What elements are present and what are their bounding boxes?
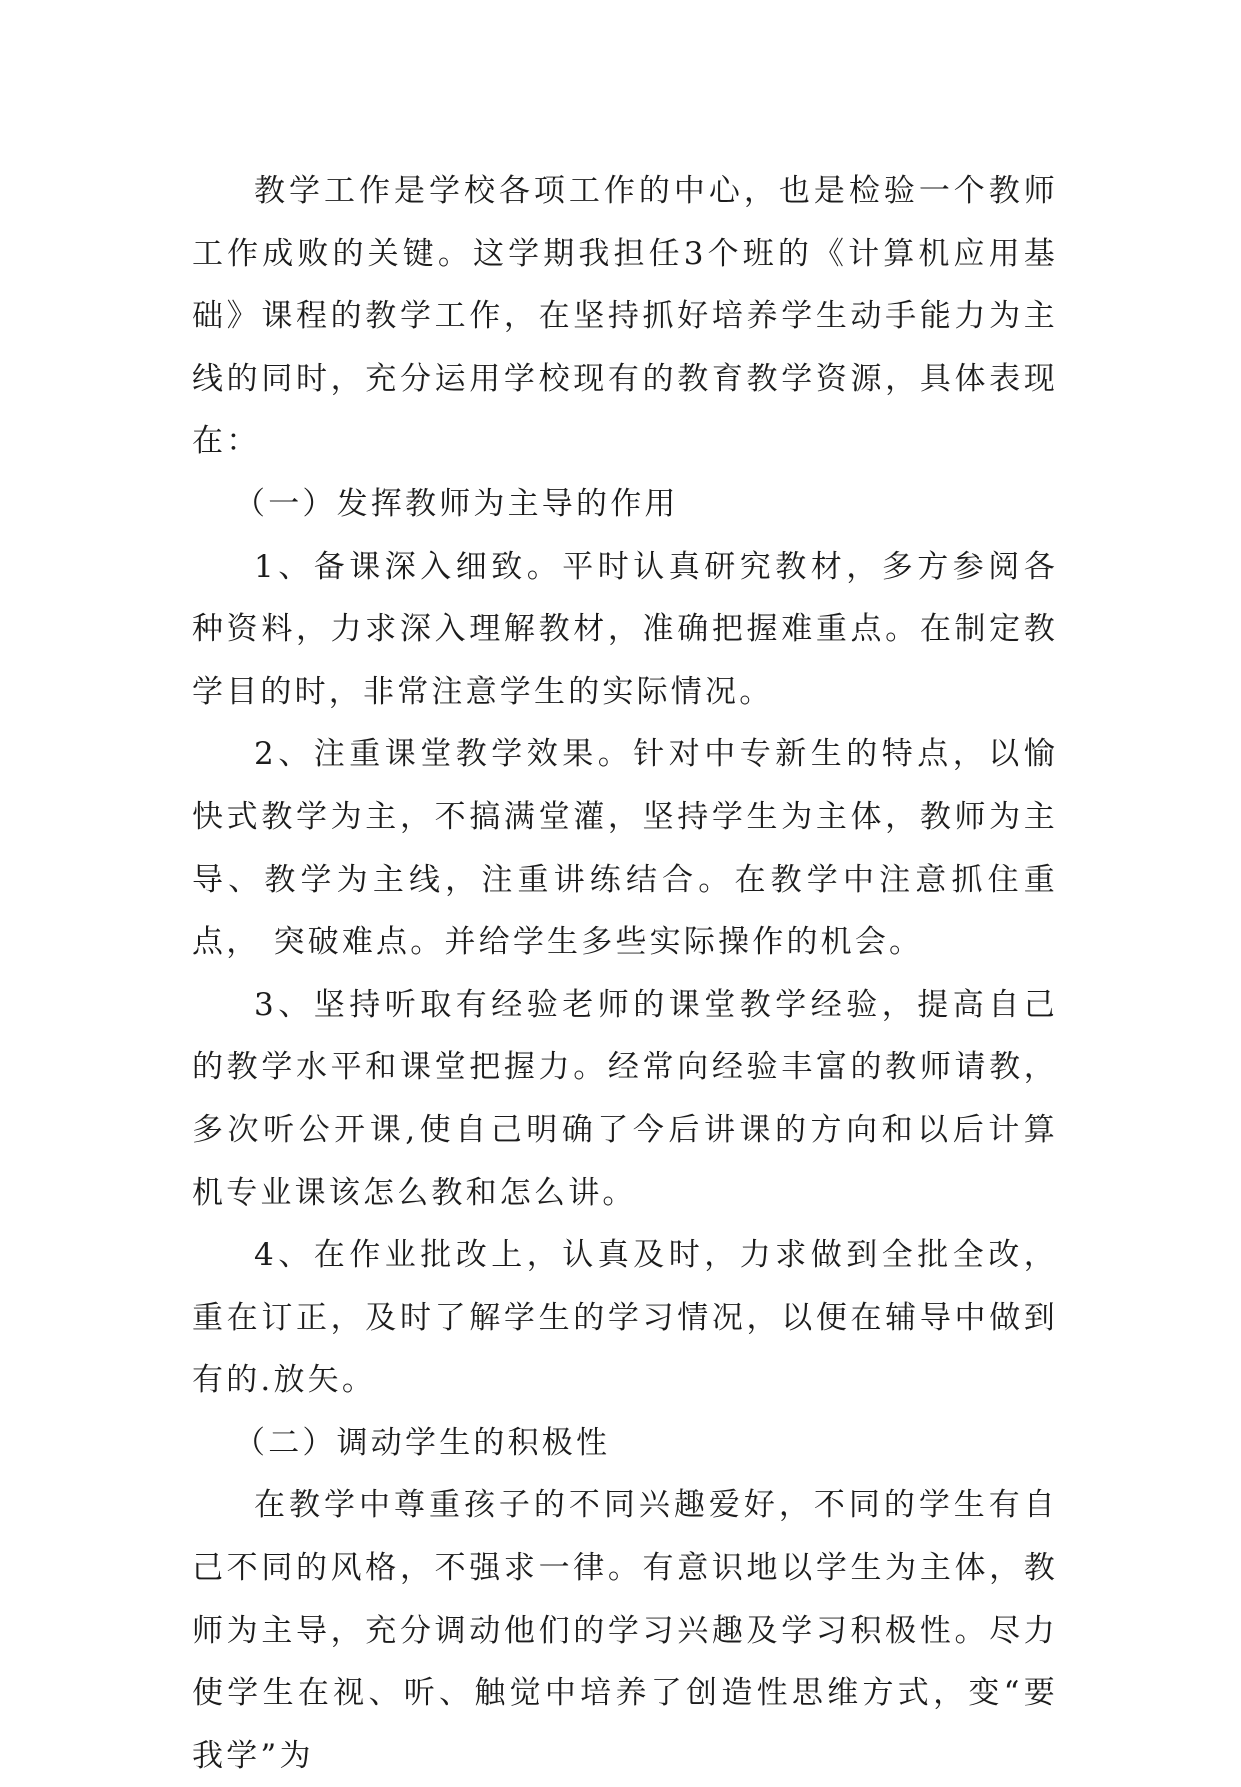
document-body bbox=[192, 160, 1058, 1787]
paragraph-item-4: 4、在作业批改上，认真及时，力求做到全批全改，重在订正，及时了解学生的学习情况，以便在辅导中做到有的.放矢。 bbox=[192, 1237, 1058, 1399]
paragraph-intro: 教学工作是学校各项工作的中心，也是检验一个教师工作成败的关键。这学期我担任3个班的《计算机应用基础》课程的教学工作，在坚持抓好培养学生动手能力为主线的同时，充分运用学校现有的教育教学资源，具体表现在： bbox=[192, 173, 1058, 460]
section-heading-1: （一）发挥教师为主导的作用 bbox=[234, 485, 679, 522]
paragraph-motivation: 在教学中尊重孩子的不同兴趣爱好，不同的学生有自己不同的风格，不强求一律。有意识地以学生为主体，教师为主导，充分调动他们的学习兴趣及学习积极性。尽力使学生在视、听、触觉中培养了创造性思维方式，变“要我学”为 bbox=[192, 1487, 1058, 1774]
section-heading-2: （二）调动学生的积极性 bbox=[234, 1424, 611, 1461]
paragraph-item-2: 2、注重课堂教学效果。针对中专新生的特点，以愉快式教学为主，不搞满堂灌，坚持学生为主体，教师为主导、教学为主线，注重讲练结合。在教学中注意抓住重点， 突破难点。并给学生多些实际操作的机会。 bbox=[192, 736, 1058, 961]
paragraph-item-3: 3、坚持听取有经验老师的课堂教学经验，提高自己的教学水平和课堂把握力。经常向经验丰富的教师请教，多次听公开课,使自己明确了今后讲课的方向和以后计算机专业课该怎么教和怎么讲。 bbox=[192, 986, 1058, 1211]
paragraph-item-1: 1、备课深入细致。平时认真研究教材，多方参阅各种资料，力求深入理解教材，准确把握难重点。在制定教学目的时，非常注意学生的实际情况。 bbox=[192, 548, 1058, 710]
